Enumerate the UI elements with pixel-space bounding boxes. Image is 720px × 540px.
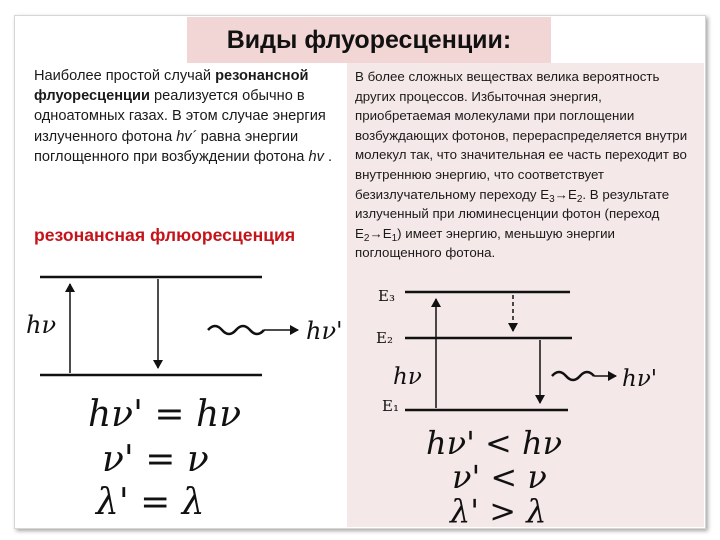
left-text-part: равна энергии поглощенного при возбуждении фотона	[34, 128, 309, 165]
right-text-part: →E	[554, 186, 577, 202]
left-text-hv-prime: hv´	[176, 128, 197, 145]
left-text-part: Наиболее простой случай	[34, 68, 216, 84]
subscript: 1	[391, 232, 398, 244]
right-absorbed-label: hν	[393, 364, 422, 390]
left-equation-wavelength: λ' = λ	[96, 482, 205, 523]
left-equation-frequency: ν' = ν	[102, 439, 209, 480]
level-e1-label: E₁	[382, 397, 399, 415]
slide-title: Виды флуоресценции:	[226, 25, 512, 54]
left-emitted-label: hν'	[306, 317, 343, 345]
subscript: 3	[549, 193, 555, 205]
left-text-part: .	[323, 148, 332, 165]
right-equation-energy: hν' < hν	[426, 424, 563, 462]
level-e2-label: E₂	[376, 329, 393, 347]
right-wave-icon	[552, 372, 594, 380]
level-e3-label: E₃	[378, 287, 395, 305]
left-text-bold: резонансной флуоресценции	[34, 68, 309, 105]
right-text-part: В более сложных веществах велика вероятность других процессов. Избыточная энергия, приобретаемая молекулами при поглощении возбуждающих фотонов, перераспределяется внутри молекул так, что значительная ее часть переходит во внутреннюю энергию, что соответствует безизлучательному переходу E	[355, 69, 688, 202]
right-equation-wavelength: λ' > λ	[450, 492, 547, 530]
right-equation-frequency: ν' < ν	[452, 458, 547, 496]
subscript: 2	[576, 193, 583, 205]
left-text-part: реализуется обычно в одноатомных газах. В этом случае энергия излученного фотона	[34, 88, 326, 145]
left-wave-icon	[208, 326, 264, 334]
left-equation-energy: hν' = hν	[88, 394, 242, 435]
left-absorbed-label: hν	[26, 311, 57, 339]
left-text-hv: hv	[308, 148, 324, 165]
right-text-part: . В результате излученный при люминесценции фотон (переход E	[355, 186, 670, 241]
subscript: 2	[363, 232, 370, 244]
right-emitted-label: hν'	[622, 366, 658, 392]
right-text-part: ) имеет энергию, меньшую энергии поглощенного фотона.	[355, 225, 615, 261]
resonance-fluorescence-label: резонансная флюоресценция	[34, 225, 296, 245]
right-text-part: →E	[369, 225, 392, 241]
